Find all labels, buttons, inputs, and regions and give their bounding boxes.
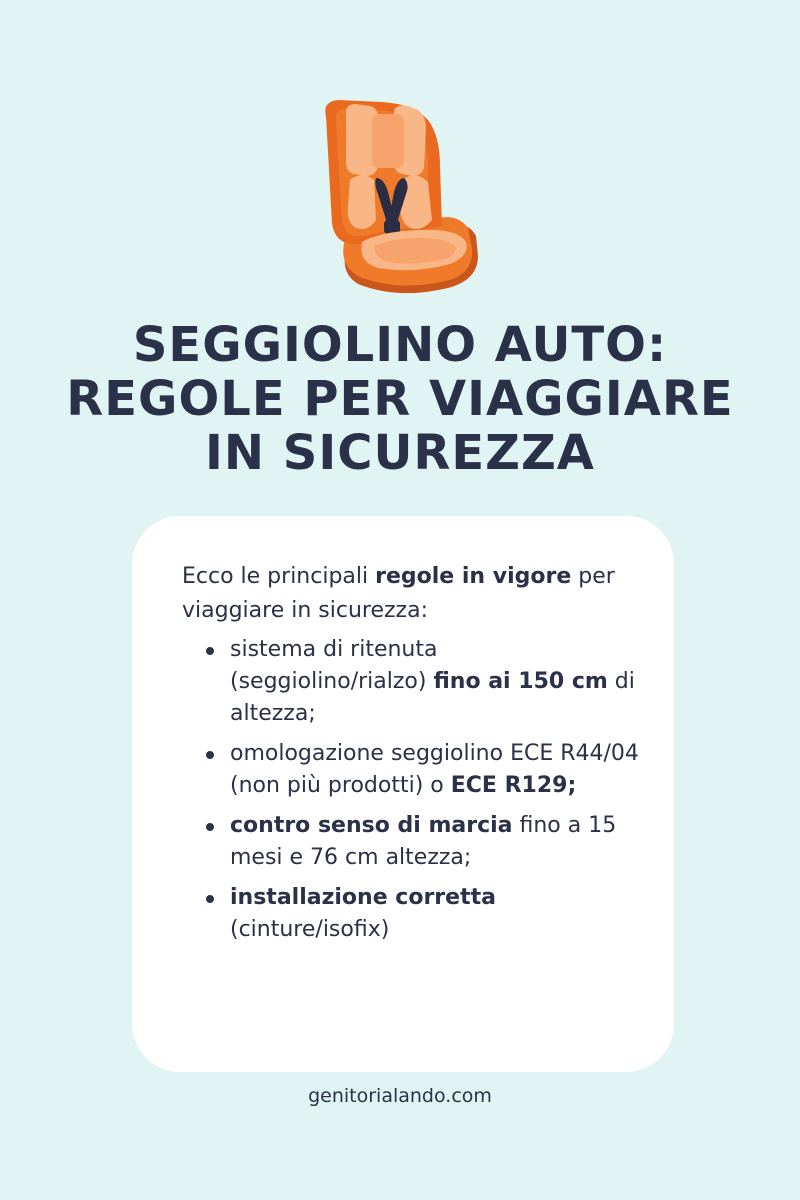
- car-seat-icon: [318, 96, 482, 300]
- list-item: contro senso di marcia fino a 15 mesi e 76 cm altezza;: [230, 810, 640, 874]
- list-item: installazione corretta (cinture/isofix): [230, 882, 640, 946]
- list-item: omologazione seggiolino ECE R44/04 (non più prodotti) o ECE R129;: [230, 738, 640, 802]
- rules-card: [132, 516, 674, 1072]
- page-title: [0, 318, 800, 480]
- title-line-2: REGOLE PER VIAGGIARE: [66, 371, 734, 427]
- rules-list: [230, 634, 640, 954]
- footer-site[interactable]: genitorialando.com: [308, 1085, 492, 1107]
- list-item: sistema di ritenuta (seggiolino/rialzo) fino ai 150 cm di altezza;: [230, 634, 640, 730]
- title-line-3: IN SICUREZZA: [205, 425, 595, 481]
- title-line-1: SEGGIOLINO AUTO:: [132, 317, 668, 373]
- intro-text: Ecco le principali regole in vigore per viaggiare in sicurezza:: [182, 564, 615, 623]
